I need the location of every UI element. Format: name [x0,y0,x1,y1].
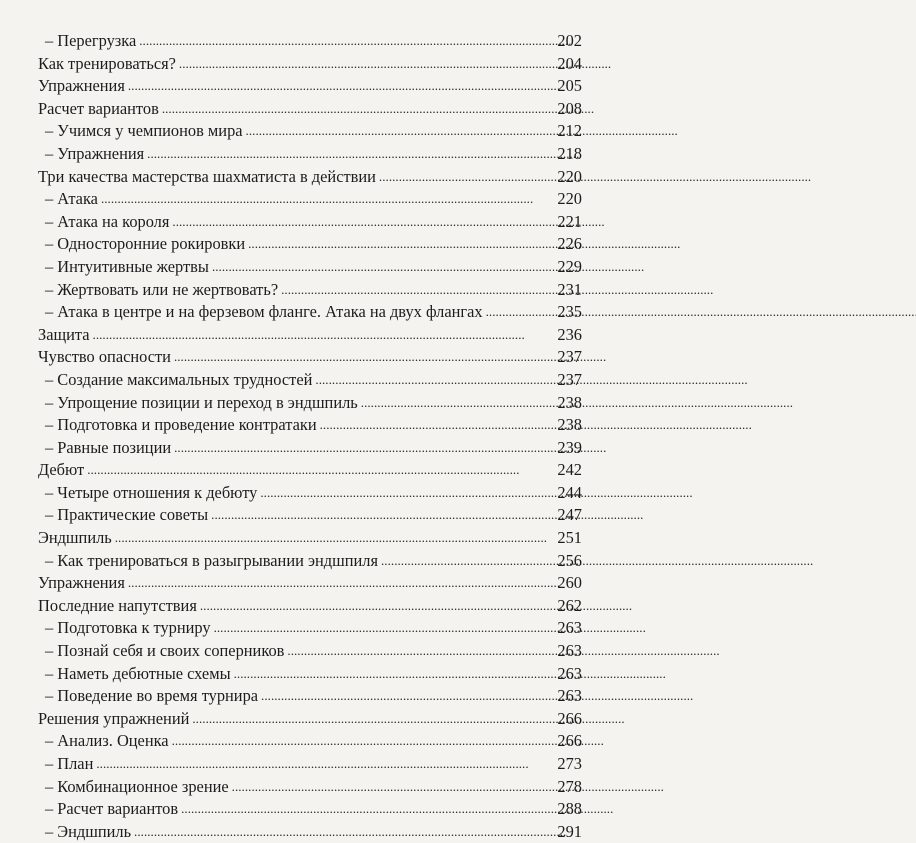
toc-entry-title: Упражнения [38,573,125,593]
toc-entry [38,256,582,279]
toc-entry-title: – Перегрузка [45,31,137,50]
toc-entry-title: – Подготовка к турниру [45,618,211,638]
toc-entry [38,527,582,550]
toc-entry [38,211,582,234]
dot-leader [320,413,551,437]
toc-entry [38,550,582,573]
toc-entry-page-number: 239 [557,437,582,457]
dot-leader [172,210,551,234]
toc-entry [38,392,582,415]
dot-leader [174,345,551,369]
toc-entry [38,482,582,505]
toc-entry [38,120,582,143]
dot-leader [232,775,551,799]
toc-entry-page-number: 247 [557,505,582,525]
toc-entry-title: Чувство опасности [38,347,171,367]
toc-entry-title: Решения упражнений [38,708,190,728]
toc-entry-title: Последние напутствия [38,595,197,615]
toc-entry [38,414,582,437]
dot-leader [93,323,551,347]
toc-entry [38,188,582,211]
toc-entry-page-number: 273 [557,754,582,773]
toc-entry-title: Защита [38,324,90,344]
dot-leader [192,707,551,731]
dot-leader [246,119,551,143]
toc-entry-page-number: 263 [557,618,582,638]
toc-entry-page-number: 278 [557,776,582,796]
dot-leader [179,52,551,76]
toc-entry-page-number: 226 [557,234,582,254]
toc-entry-title: – Наметь дебютные схемы [45,663,231,683]
toc-entry-page-number: 244 [557,482,582,502]
toc-entry-page-number: 220 [557,189,582,209]
toc-entry-title: – Расчет вариантов [45,799,179,819]
toc-entry-title: – Создание максимальных трудностей [45,369,313,389]
toc-entry-page-number: 238 [557,392,582,412]
dot-leader [115,526,551,550]
toc-entry-title: – План [45,754,94,773]
dot-leader [101,187,551,211]
toc-entry [38,459,582,482]
toc-entry-page-number: 238 [557,415,582,435]
dot-leader [211,503,551,527]
toc-entry-title: – Упрощение позиции и переход в эндшпиль [45,392,358,412]
dot-leader [212,255,551,279]
dot-leader [381,549,551,573]
toc-entry-title: Расчет вариантов [38,98,159,118]
toc-entry-title: Упражнения [38,76,125,96]
toc-entry-page-number: 236 [557,324,582,344]
dot-leader [139,29,551,53]
toc-entry-title: – Поведение во время турнира [45,686,259,706]
toc-entry-title: – Интуитивные жертвы [45,256,209,276]
toc-entry [38,30,582,53]
dot-leader [162,97,551,121]
toc-entry-page-number: 212 [557,121,582,141]
toc-entry-page-number: 263 [557,641,582,661]
toc-entry-title: – Жертвовать или не жертвовать? [45,279,279,299]
dot-leader [181,797,551,821]
toc-entry [38,166,582,189]
toc-entry-page-number: 260 [557,573,582,593]
dot-leader [214,616,551,640]
dot-leader [361,391,551,415]
toc-entry-title: Эндшпиль [38,528,112,548]
dot-leader [260,481,551,505]
toc-entry-title: – Комбинационное зрение [45,776,229,796]
toc-entry-page-number: 208 [557,98,582,118]
table-of-contents [38,30,582,843]
dot-leader [200,594,551,618]
toc-entry-title: Дебют [38,460,85,480]
toc-entry-page-number: 242 [557,460,582,480]
toc-entry-title: – Познай себя и своих соперников [45,641,285,661]
toc-entry [38,324,582,347]
toc-entry-title: – Четыре отношения к дебюту [45,482,258,502]
toc-entry-page-number: 202 [557,31,582,50]
toc-entry-title: – Учимся у чемпионов мира [45,121,243,141]
toc-entry [38,821,582,843]
toc-entry [38,233,582,256]
toc-entry-page-number: 205 [557,76,582,96]
dot-leader [281,278,551,302]
dot-leader [87,458,551,482]
dot-leader [315,368,551,392]
toc-entry [38,279,582,302]
toc-entry [38,301,582,324]
dot-leader [248,232,551,256]
dot-leader [128,571,551,595]
dot-leader [128,74,551,98]
toc-entry-title: – Односторонние рокировки [45,234,246,254]
toc-entry-title: – Атака [45,189,98,209]
toc-entry-title: Как тренироваться? [38,53,176,73]
toc-entry-page-number: 266 [557,708,582,728]
toc-entry [38,617,582,640]
toc-entry-page-number: 263 [557,686,582,706]
toc-entry-title: – Равные позиции [45,437,172,457]
toc-entry [38,730,582,753]
toc-entry-page-number: 218 [557,143,582,163]
dot-leader [287,639,551,663]
toc-entry-title: – Упражнения [45,143,145,163]
toc-entry [38,776,582,799]
toc-entry [38,640,582,663]
dot-leader [96,752,551,776]
toc-entry-page-number: 235 [557,302,582,322]
dot-leader [134,820,551,843]
toc-entry-title: – Атака в центре и на ферзевом фланге. Атака на двух флангах [45,302,483,322]
toc-entry-page-number: 231 [557,279,582,299]
toc-entry [38,708,582,731]
toc-entry-page-number: 256 [557,550,582,570]
toc-entry [38,685,582,708]
toc-entry-page-number: 266 [557,731,582,751]
dot-leader [174,436,551,460]
dot-leader [234,662,551,686]
toc-entry [38,143,582,166]
toc-entry [38,437,582,460]
toc-entry-page-number: 204 [557,53,582,73]
toc-entry-page-number: 237 [557,369,582,389]
toc-entry [38,504,582,527]
toc-entry-page-number: 263 [557,663,582,683]
toc-entry [38,753,582,776]
dot-leader [379,165,551,189]
toc-entry [38,98,582,121]
toc-entry [38,369,582,392]
toc-entry-page-number: 291 [557,821,582,841]
toc-entry-title: Три качества мастерства шахматиста в действии [38,166,376,186]
dot-leader [486,300,551,324]
dot-leader [172,729,551,753]
toc-entry [38,53,582,76]
toc-entry-title: – Подготовка и проведение контратаки [45,415,317,435]
toc-entry-title: – Анализ. Оценка [45,731,169,751]
toc-entry [38,572,582,595]
toc-entry [38,346,582,369]
toc-entry-title: – Атака на короля [45,211,170,231]
toc-entry-page-number: 229 [557,256,582,276]
dot-leader [147,142,551,166]
toc-entry [38,75,582,98]
toc-entry-title: – Как тренироваться в разыгрывании эндшпиля [45,550,378,570]
toc-entry-page-number: 288 [557,799,582,819]
toc-entry-page-number: 251 [557,528,582,548]
toc-entry [38,663,582,686]
dot-leader [261,684,551,708]
toc-entry [38,798,582,821]
toc-entry-page-number: 237 [557,347,582,367]
toc-entry-title: – Практические советы [45,505,209,525]
toc-entry-page-number: 220 [557,166,582,186]
toc-entry-page-number: 262 [557,595,582,615]
toc-entry [38,595,582,618]
toc-entry-page-number: 221 [557,211,582,231]
toc-entry-title: – Эндшпиль [45,821,132,841]
